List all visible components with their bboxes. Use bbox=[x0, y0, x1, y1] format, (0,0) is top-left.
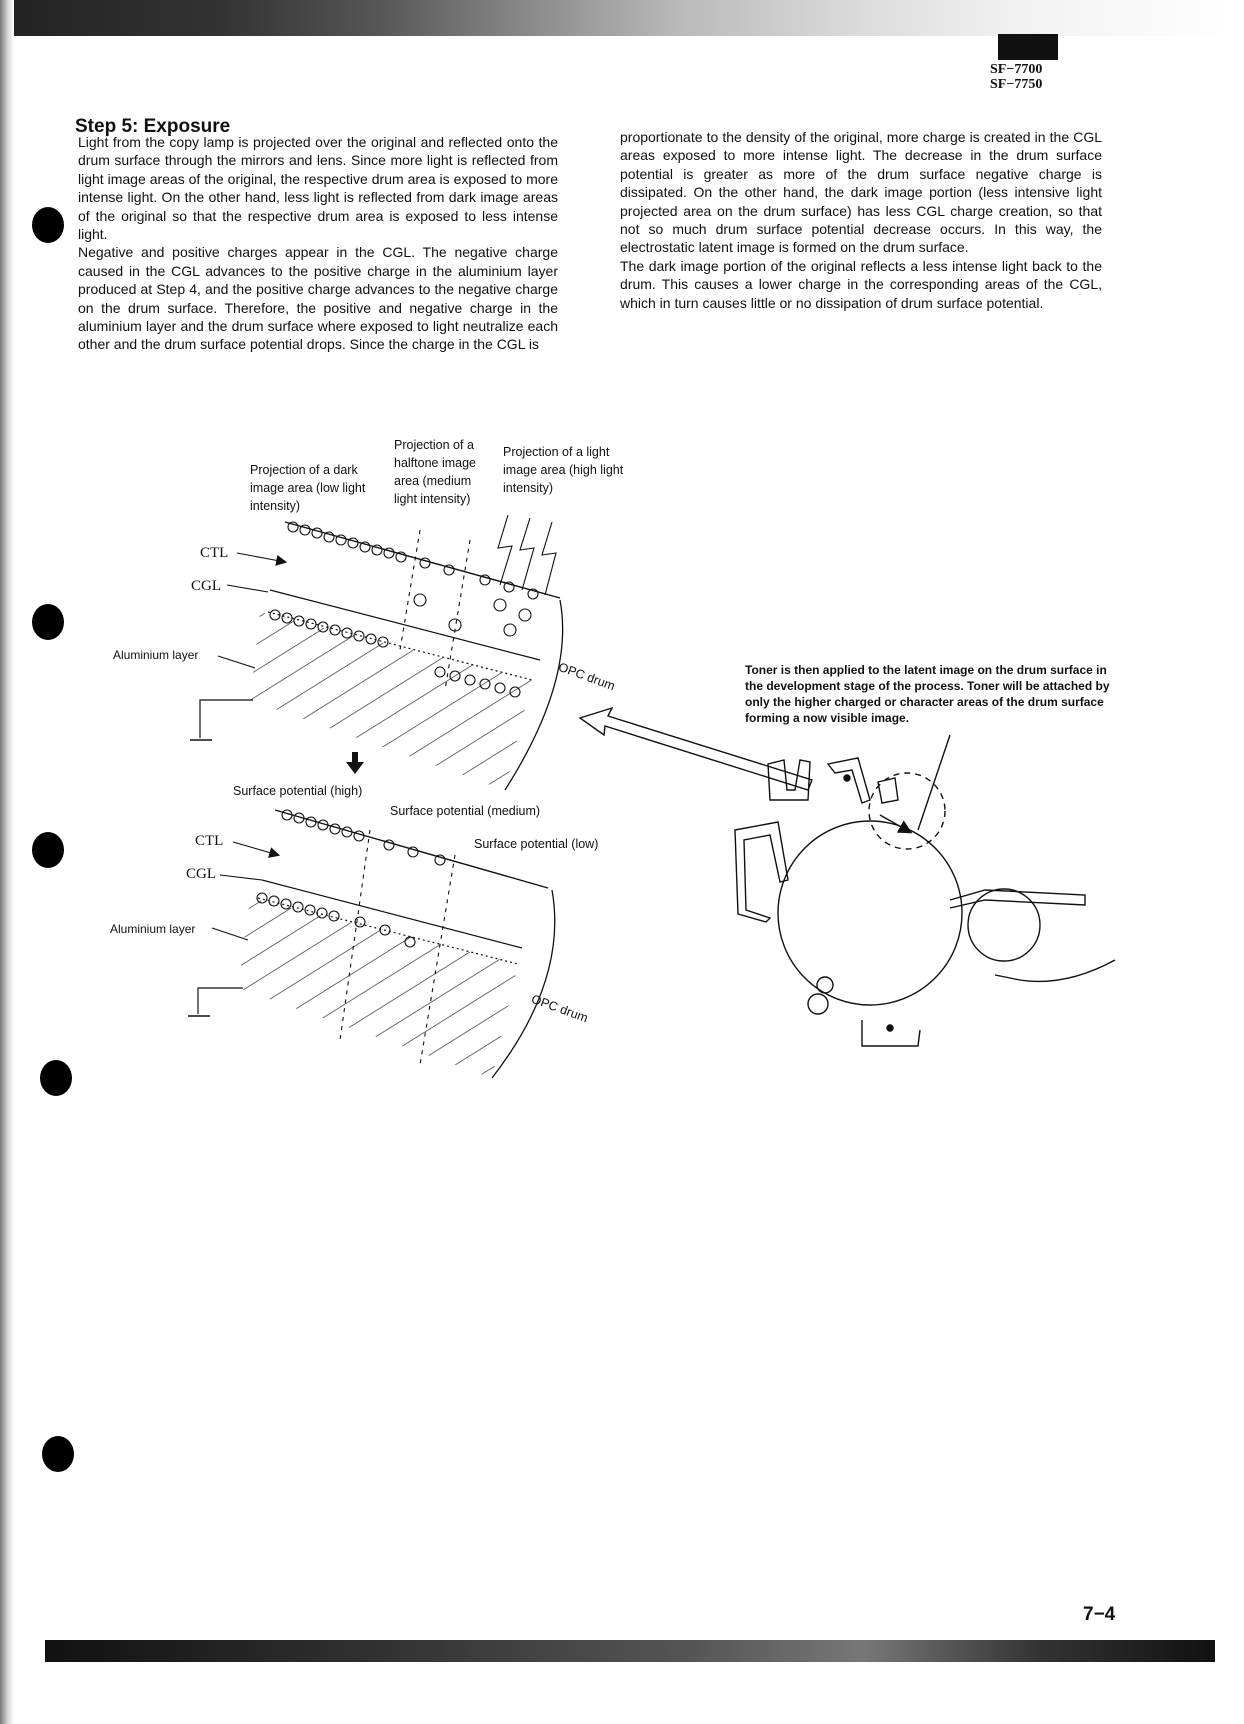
aluminium-hatched-area bbox=[250, 612, 532, 790]
ctl-pointer bbox=[233, 842, 278, 855]
paragraph: Light from the copy lamp is projected over the original and reflected onto the drum surface through the mirrors and lens. Since more light is reflected from light image areas of the original, the respective drum area is exposed to more intense light. On the other hand, less light is reflected from dark image areas of the original so that the respective drum area is exposed to less intense light. bbox=[78, 134, 558, 243]
ground-line bbox=[200, 700, 253, 738]
label-cgl: CGL bbox=[186, 866, 216, 882]
cgl-pointer bbox=[227, 585, 268, 592]
negative-charge-row bbox=[288, 522, 538, 599]
paper-exit bbox=[995, 960, 1115, 981]
transfer-roller bbox=[968, 889, 1040, 961]
label-cgl: CGL bbox=[191, 578, 221, 594]
paragraph: proportionate to the density of the original, more charge is created in the CGL areas exposed to more intense light. The decrease in the drum surface potential is greater as more of the drum surface negative charge is dissipated. On the other hand, the dark image portion (less intensive light projected area on the drum surface) has less CGL charge creation, so that not so much drum surface potential decrease occurs. In this way, the electrostatic latent image is formed on the drum surface. bbox=[620, 129, 1102, 256]
small-roller-2 bbox=[817, 977, 833, 993]
cleaner-unit bbox=[878, 778, 898, 803]
down-arrow-icon bbox=[346, 752, 364, 774]
label-opc-drum: OPC drum bbox=[556, 659, 617, 694]
label-opc-drum: OPC drum bbox=[529, 991, 590, 1026]
cgl-pointer bbox=[220, 875, 262, 880]
paragraph: The dark image portion of the original reflects a less intense light back to the drum. This causes a lower charge in the corresponding areas of the CGL, which in turn causes little or no dissipation of drum surface potential. bbox=[620, 257, 1102, 311]
label-surface-low: Surface potential (low) bbox=[474, 837, 599, 851]
aluminium-pointer bbox=[218, 656, 255, 668]
paper-path bbox=[950, 890, 1085, 908]
dot bbox=[887, 1025, 893, 1031]
model-line-1: SF−7700 bbox=[990, 62, 1043, 77]
dot bbox=[844, 775, 850, 781]
rotation-arrow bbox=[880, 815, 910, 832]
drum-circle bbox=[778, 821, 962, 1005]
section-title: Step 5: Exposure bbox=[75, 116, 231, 137]
label-surface-medium: Surface potential (medium) bbox=[390, 804, 541, 818]
paragraph: Negative and positive charges appear in the CGL. The negative charge caused in the CGL advances to the positive charge in the aluminium layer produced at Step 4, and the positive charge advances to the negative charge on the drum surface. Therefore, the positive and negative charge in the aluminium layer and the drum surface where exposed to light neutralize each other and the drum surface potential drops. Since the charge in the CGL is bbox=[78, 244, 558, 353]
toner-note: Toner is then applied to the latent image on the drum surface in the development stage of the process. Toner will be attached by only the higher charged or character areas of the drum surface forming a now visible image. bbox=[745, 663, 1110, 725]
aluminium-pointer bbox=[212, 928, 248, 940]
label-ctl: CTL bbox=[200, 545, 229, 561]
label-proj-dark: Projection of a dark image area (low light intensity) bbox=[250, 463, 366, 513]
label-aluminium: Aluminium layer bbox=[113, 648, 199, 662]
copier-schematic bbox=[735, 735, 1115, 1046]
left-guide bbox=[735, 822, 788, 922]
bottom-bracket bbox=[862, 1020, 920, 1046]
label-aluminium: Aluminium layer bbox=[110, 922, 196, 936]
aluminium-hatched-area bbox=[238, 898, 518, 1078]
small-roller bbox=[808, 994, 828, 1014]
label-ctl: CTL bbox=[195, 833, 224, 849]
ctl-pointer bbox=[237, 553, 285, 562]
model-line-2: SF−7750 bbox=[990, 77, 1043, 92]
ground-line bbox=[198, 988, 243, 1014]
page-number: 7−4 bbox=[1083, 1604, 1116, 1625]
label-surface-high: Surface potential (high) bbox=[233, 784, 363, 798]
label-proj-light: Projection of a light image area (high light intensity) bbox=[503, 445, 624, 495]
label-proj-halftone: Projection of a halftone image area (medium light intensity) bbox=[394, 438, 477, 506]
drum-layers-before bbox=[190, 515, 563, 790]
